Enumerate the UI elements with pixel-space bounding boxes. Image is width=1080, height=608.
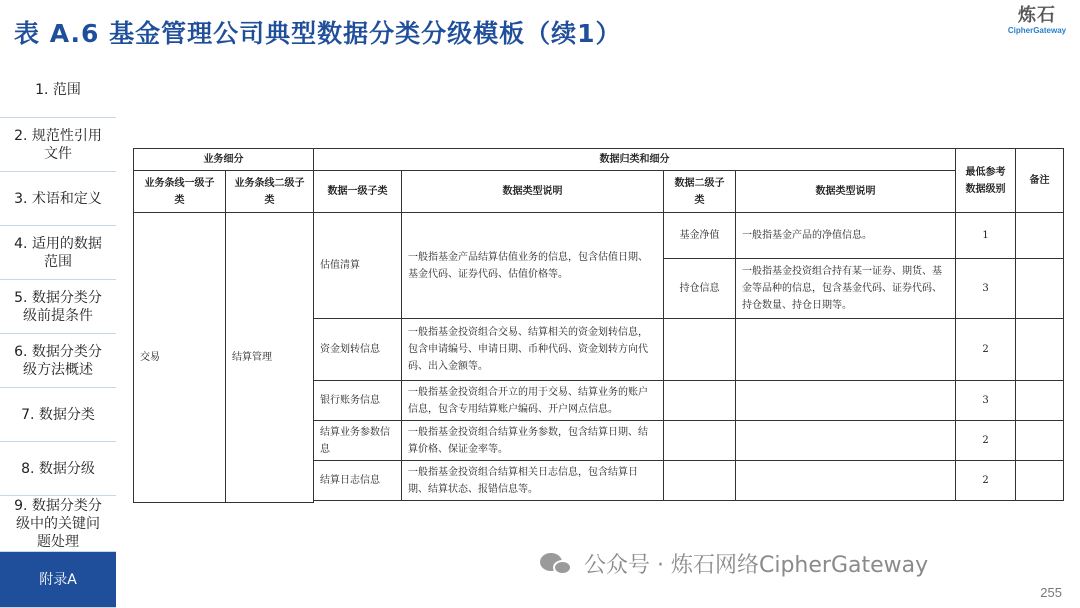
sidebar-item-terms-definitions[interactable]: 3. 术语和定义 [0,172,116,226]
header-remark: 备注 [1016,149,1064,213]
cell-desc2 [736,319,956,381]
spacer-cell [314,501,1064,503]
cell-level: 2 [956,319,1016,381]
table-row [134,213,1064,259]
cell-biz-l1: 交易 [134,213,226,503]
cell-remark [1016,461,1064,501]
cell-data-l2 [664,381,736,421]
cell-remark [1016,213,1064,259]
cell-desc2: 一般指基金投资组合持有某一证券、期货、基金等品种的信息，包含基金代码、证券代码、持仓数量、持仓日期等。 [736,259,956,319]
cell-remark [1016,381,1064,421]
wechat-watermark [540,548,928,579]
cell-data-l1: 银行账务信息 [314,381,402,421]
cell-level: 1 [956,213,1016,259]
header-data-l2: 数据二级子类 [664,171,736,213]
cell-data-l1: 结算日志信息 [314,461,402,501]
cell-desc1: 一般指基金投资组合结算相关日志信息，包含结算日期、结算状态、报错信息等。 [402,461,664,501]
header-data-classification: 数据归类和细分 [314,149,956,171]
cell-desc2 [736,421,956,461]
cell-remark [1016,319,1064,381]
cell-data-l1: 结算业务参数信息 [314,421,402,461]
cell-level: 3 [956,381,1016,421]
header-desc2: 数据类型说明 [736,171,956,213]
logo-cn-text: 炼石 [1018,5,1056,26]
cell-remark [1016,259,1064,319]
sidebar-item-data-classification[interactable]: 7. 数据分类 [0,388,116,442]
cell-data-l2 [664,421,736,461]
cell-biz-l2: 结算管理 [226,213,314,503]
cell-desc2 [736,381,956,421]
cell-data-l2: 持仓信息 [664,259,736,319]
cell-data-l1: 估值清算 [314,213,402,319]
classification-table-wrapper [133,148,1063,503]
logo-en-text: CipherGateway [1007,26,1067,35]
cell-data-l2 [664,319,736,381]
page-number: 255 [1040,585,1062,600]
sidebar-item-prerequisites[interactable]: 5. 数据分类分级前提条件 [0,280,116,334]
cell-desc1: 一般指基金投资组合开立的用于交易、结算业务的账户信息，包含专用结算账户编码、开户网点信息。 [402,381,664,421]
cell-data-l2 [664,461,736,501]
header-biz-l2: 业务条线二级子类 [226,171,314,213]
header-min-level: 最低参考数据级别 [956,149,1016,213]
header-data-l1: 数据一级子类 [314,171,402,213]
wechat-icon [540,551,574,577]
sidebar-item-data-grading[interactable]: 8. 数据分级 [0,442,116,496]
sidebar-item-applicable-data-scope[interactable]: 4. 适用的数据范围 [0,226,116,280]
watermark-text: 公众号 · 炼石网络CipherGateway [584,553,929,578]
cell-data-l2: 基金净值 [664,213,736,259]
sidebar-item-appendix-a[interactable]: 附录A [0,552,116,608]
cell-desc1: 一般指基金产品结算估值业务的信息，包含估值日期、基金代码、证券代码、估值价格等。 [402,213,664,319]
sidebar-item-method-overview[interactable]: 6. 数据分类分级方法概述 [0,334,116,388]
header-business-breakdown: 业务细分 [134,149,314,171]
cell-desc2: 一般指基金产品的净值信息。 [736,213,956,259]
brand-logo [1006,6,1068,36]
sidebar-nav [0,63,116,608]
cell-desc2 [736,461,956,501]
page-title: 表 A.6 基金管理公司典型数据分类分级模板（续1） [14,19,622,48]
sidebar-item-key-issues[interactable]: 9. 数据分类分级中的关键问题处理 [0,496,116,552]
header-biz-l1: 业务条线一级子类 [134,171,226,213]
cell-remark [1016,421,1064,461]
cell-desc1: 一般指基金投资组合结算业务参数，包含结算日期、结算价格、保证金率等。 [402,421,664,461]
sidebar-item-normative-references[interactable]: 2. 规范性引用文件 [0,118,116,172]
cell-data-l1: 资金划转信息 [314,319,402,381]
cell-level: 2 [956,421,1016,461]
sidebar-item-scope[interactable]: 1. 范围 [0,63,116,118]
cell-desc1: 一般指基金投资组合交易、结算相关的资金划转信息，包含申请编号、申请日期、币种代码、资金划转方向代码、出入金额等。 [402,319,664,381]
cell-level: 3 [956,259,1016,319]
classification-table [133,148,1064,503]
cell-level: 2 [956,461,1016,501]
header-desc1: 数据类型说明 [402,171,664,213]
